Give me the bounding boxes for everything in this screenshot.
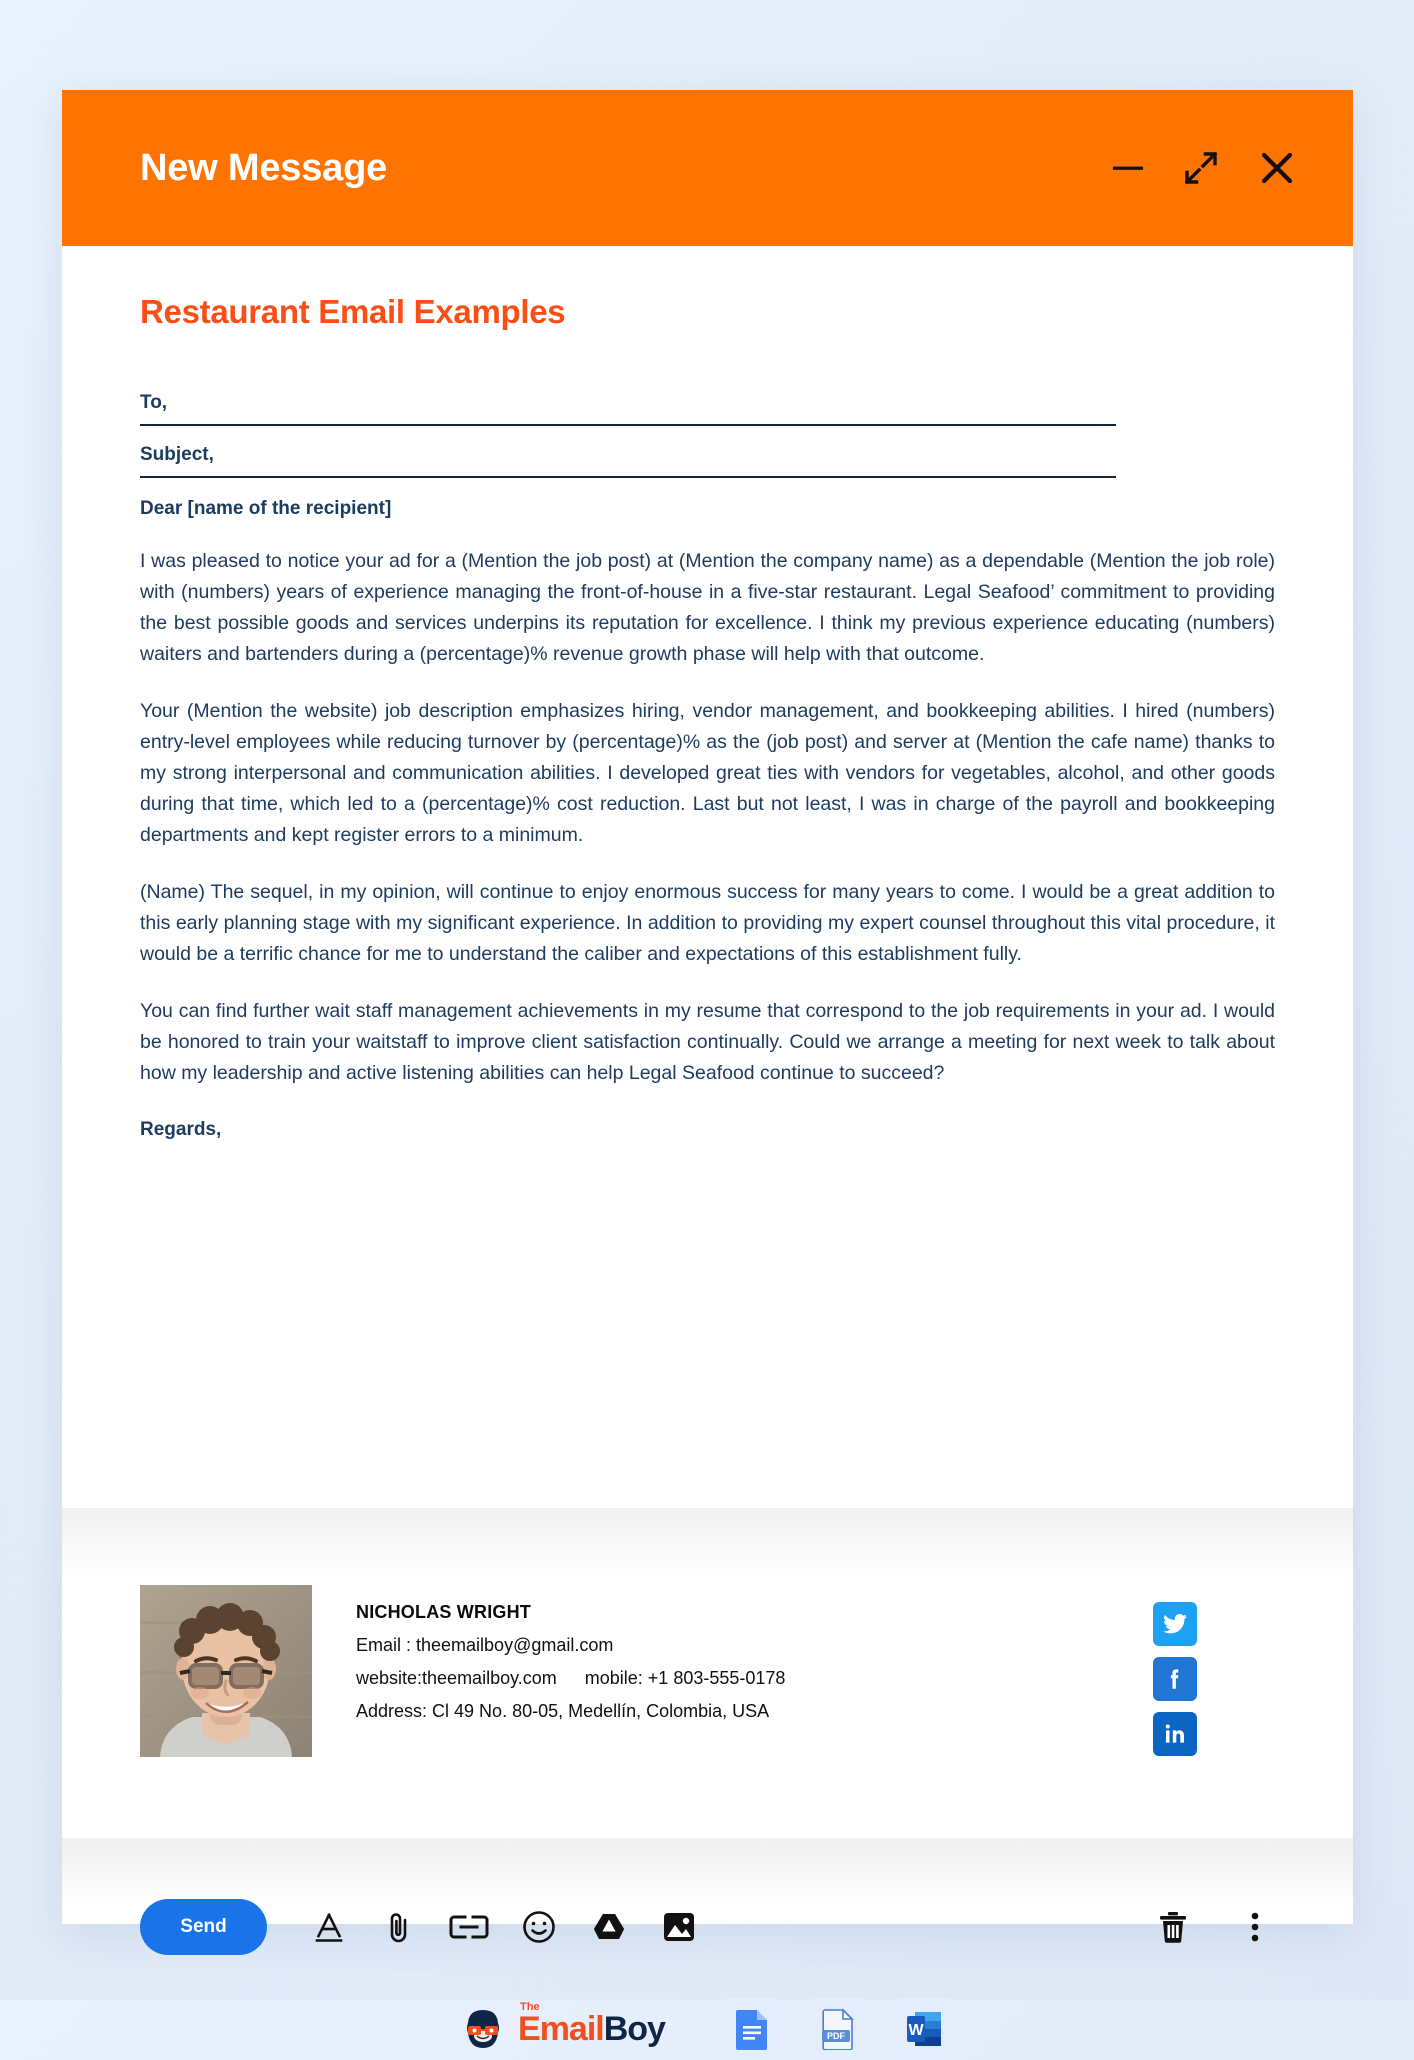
signature-name: NICHOLAS WRIGHT [356, 1602, 531, 1622]
subject-field[interactable] [140, 444, 1116, 478]
brand-text [518, 2000, 665, 2049]
brand-boy: Boy [603, 2009, 665, 2048]
avatar [140, 1585, 312, 1757]
window-controls [1111, 148, 1297, 188]
send-button[interactable]: Send [140, 1899, 267, 1955]
page-title: Restaurant Email Examples [140, 293, 566, 330]
signature-divider [62, 1508, 1353, 1578]
close-icon[interactable] [1257, 148, 1297, 188]
body-paragraph-2: Your (Mention the website) job description emphasizes hiring, vendor management, and bookkeeping abilities. I hired (numbers) entry-level employees while reducing turnover by (percentage)% as the (job post) and server at (Mention the cafe name) thanks to my strong interpersonal and communication abilities. I developed great ties with vendors for vegetables, alcohol, and other goods during that time, which led to a (percentage)% cost reduction. Last but not least, I was in charge of the payroll and bookkeeping departments and kept register errors to a minimum. [140, 700, 1275, 846]
insert-photo-icon[interactable] [659, 1906, 699, 1948]
more-options-icon[interactable] [1235, 1906, 1275, 1948]
google-docs-icon[interactable] [721, 1998, 783, 2060]
signature-block [140, 1585, 1275, 1757]
svg-text:W: W [908, 2022, 924, 2039]
expand-icon[interactable] [1183, 150, 1219, 186]
emailboy-face-icon [460, 2006, 506, 2052]
toolbar-right-group [1153, 1906, 1275, 1948]
compose-window [62, 90, 1353, 2048]
signature-email: Email : theemailboy@gmail.com [356, 1635, 614, 1655]
signature-mobile: mobile: +1 803-555-0178 [584, 1668, 786, 1688]
insert-link-icon[interactable] [449, 1906, 489, 1948]
toolbar-left-group [140, 1899, 699, 1955]
word-icon[interactable] [893, 1998, 955, 2060]
salutation: Dear [name of the recipient] [140, 498, 392, 519]
signature-address: Address: Cl 49 No. 80-05, Medellín, Colombia, USA [356, 1701, 770, 1721]
body-paragraph-1: I was pleased to notice your ad for a (Mention the job post) at (Mention the company name) as a dependable (Mention the job role) with (numbers) years of experience managing the front-of-house in a five-star restaurant. Legal Seafood’ commitment to providing the best possible goods and services underpins its reputation for excellence. I think my previous experience educating (numbers) waiters and bartenders during a (percentage)% revenue growth phase will help with that outcome. [140, 550, 1275, 665]
window-title: New Message [140, 146, 388, 189]
svg-text:PDF: PDF [826, 2031, 845, 2041]
trash-icon[interactable] [1153, 1906, 1193, 1948]
to-field-label: To, [140, 392, 168, 413]
to-field[interactable] [140, 392, 1116, 426]
file-type-icons [721, 1998, 955, 2060]
linkedin-icon[interactable] [1153, 1712, 1197, 1756]
google-drive-icon[interactable] [589, 1906, 629, 1948]
minimize-icon[interactable] [1111, 151, 1145, 185]
attach-file-icon[interactable] [379, 1906, 419, 1948]
twitter-icon[interactable] [1153, 1602, 1197, 1646]
brand-email: Email [518, 2009, 604, 2048]
brand-logo [460, 2000, 665, 2052]
pdf-icon[interactable] [807, 1998, 869, 2060]
social-links [1153, 1585, 1197, 1756]
compose-toolbar [140, 1892, 1275, 1962]
body-paragraph-3: (Name) The sequel, in my opinion, will continue to enjoy enormous success for many years to come. I would be a great addition to this early planning stage with my significant experience. In addition to providing my expert counsel throughout this vital procedure, it would be a terrific chance for me to understand the caliber and expectations of this establishment fully. [140, 881, 1275, 965]
insert-emoji-icon[interactable] [519, 1906, 559, 1948]
facebook-icon[interactable] [1153, 1657, 1197, 1701]
signature-website-mobile [356, 1668, 1153, 1689]
text-format-icon[interactable] [309, 1906, 349, 1948]
closing-text: Regards, [140, 1119, 222, 1140]
window-header [62, 90, 1353, 246]
footer-row [140, 1998, 1275, 2060]
body-paragraph-4: You can find further wait staff management achievements in my resume that correspond to the job requirements in your ad. I would be honored to train your waitstaff to improve client satisfaction continually. Could we arrange a meeting for next week to talk about how my leadership and active listening abilities can help Legal Seafood continue to succeed? [140, 1000, 1275, 1084]
brand-the: The [520, 2000, 540, 2013]
signature-website: website:theemailboy.com [356, 1668, 557, 1688]
signature-details [356, 1585, 1153, 1722]
subject-field-label: Subject, [140, 444, 214, 465]
email-body [62, 246, 1353, 2048]
